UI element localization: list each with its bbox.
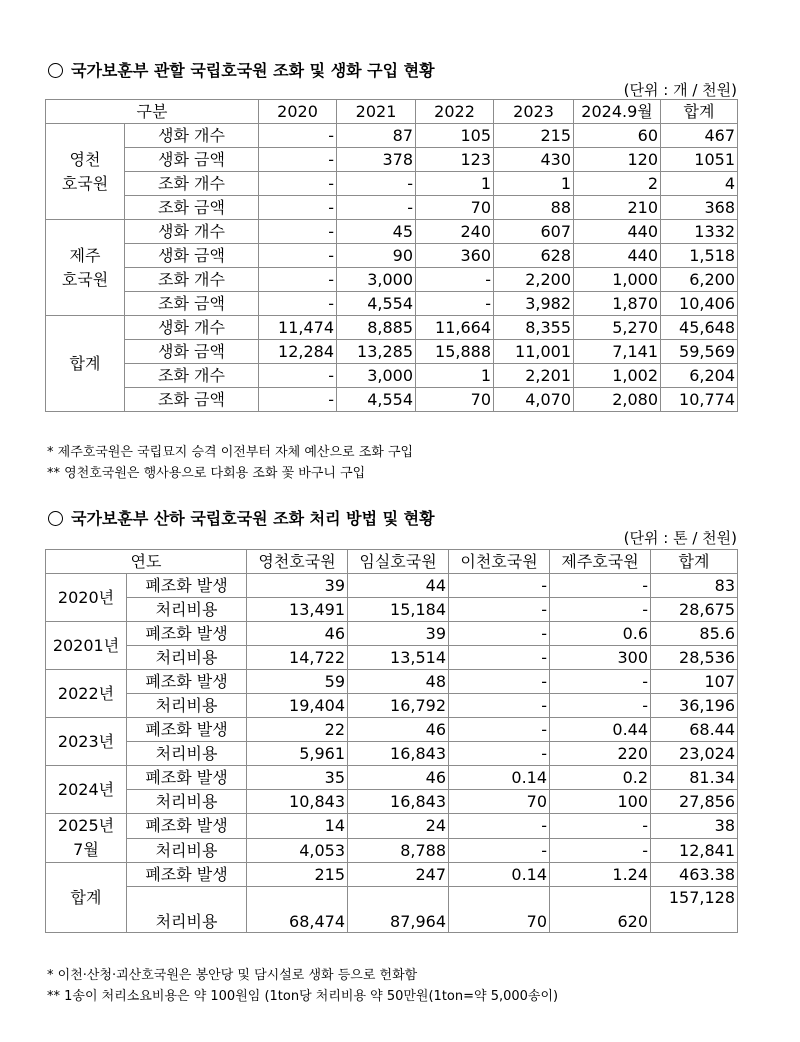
value-cell: - [449,814,550,839]
value-cell: - [550,838,651,863]
value-cell: 2 [574,172,661,196]
value-cell: 10,843 [247,790,348,814]
value-cell: 6,200 [661,268,738,292]
section1-title: 국가보훈부 관할 국립호국원 조화 및 생화 구입 현황 [48,58,435,81]
row-label: 폐조화 발생 [127,574,247,598]
value-cell: 14 [247,814,348,839]
value-cell: 300 [550,646,651,670]
value-cell: 1 [416,172,494,196]
value-cell: 14,722 [247,646,348,670]
value-cell: 1,000 [574,268,661,292]
row-label: 처리비용 [127,790,247,814]
value-cell: 215 [494,124,574,148]
value-cell: 15,888 [416,340,494,364]
value-cell: 6,204 [661,364,738,388]
row-label: 생화 금액 [125,340,259,364]
group-label [46,574,127,622]
value-cell: 430 [494,148,574,172]
value-cell: 45,648 [661,316,738,340]
row-label: 처리비용 [127,694,247,718]
value-cell: 4,053 [247,838,348,863]
header-2024-sep: 2024.9월 [574,100,661,124]
row-label: 조화 개수 [125,268,259,292]
value-cell: 120 [574,148,661,172]
header-2020: 2020 [259,100,337,124]
circle-bullet-icon [48,511,63,526]
group-label [46,863,127,933]
value-cell: 3,000 [337,364,416,388]
value-cell: 3,982 [494,292,574,316]
value-cell: 60 [574,124,661,148]
table-row [46,574,738,598]
table-row [46,863,738,887]
table-row [46,887,738,933]
value-cell: - [550,814,651,839]
table-row [46,790,738,814]
value-cell: 123 [416,148,494,172]
value-cell: 13,514 [348,646,449,670]
value-cell: 215 [247,863,348,887]
value-cell: 85.6 [651,622,738,646]
value-cell: 13,491 [247,598,348,622]
value-cell: 16,843 [348,742,449,766]
table1-note-2: ** 영천호국원은 행사용으로 다회용 조화 꽃 바구니 구입 [47,466,366,481]
value-cell: - [449,646,550,670]
table-row [46,364,738,388]
value-cell: 440 [574,244,661,268]
value-cell: 0.14 [449,863,550,887]
value-cell: 0.14 [449,766,550,790]
value-cell: - [449,742,550,766]
value-cell: 4,554 [337,388,416,412]
value-cell: - [416,292,494,316]
table-row [46,124,738,148]
table-row [46,196,738,220]
value-cell: 378 [337,148,416,172]
group-label-line: 합계 [69,353,101,373]
row-label: 처리비용 [127,838,247,863]
row-label: 생화 개수 [125,316,259,340]
table-row [46,388,738,412]
value-cell: - [449,598,550,622]
flower-disposal-table [45,549,738,933]
value-cell: 3,000 [337,268,416,292]
group-label [46,718,127,766]
row-label: 폐조화 발생 [127,670,247,694]
value-cell: - [259,292,337,316]
table-row [46,814,738,839]
value-cell: 24 [348,814,449,839]
value-cell: 10,774 [661,388,738,412]
value-cell: 5,961 [247,742,348,766]
value-cell: 8,788 [348,838,449,863]
value-cell: - [550,598,651,622]
group-label [46,316,125,412]
value-cell: 467 [661,124,738,148]
value-cell: 2,200 [494,268,574,292]
value-cell: 157,128 [651,887,738,933]
row-label: 폐조화 발생 [127,622,247,646]
value-cell: - [259,244,337,268]
value-cell: 36,196 [651,694,738,718]
value-cell: 68,474 [247,887,348,933]
value-cell: 70 [449,887,550,933]
group-label [46,220,125,316]
value-cell: 59,569 [661,340,738,364]
group-label-line: 호국원 [61,173,109,193]
value-cell: 11,664 [416,316,494,340]
value-cell: 628 [494,244,574,268]
value-cell: 368 [661,196,738,220]
value-cell: 70 [416,196,494,220]
value-cell: 4,554 [337,292,416,316]
value-cell: - [259,220,337,244]
value-cell: 70 [416,388,494,412]
value-cell: 7,141 [574,340,661,364]
value-cell: - [416,268,494,292]
value-cell: 1,002 [574,364,661,388]
value-cell: 38 [651,814,738,839]
header-imsil: 임실호국원 [348,550,449,574]
group-label-line: 2022년 [57,683,115,703]
value-cell: - [449,838,550,863]
group-label-line: 2023년 [57,731,115,751]
value-cell: 13,285 [337,340,416,364]
value-cell: 1 [416,364,494,388]
value-cell: - [449,622,550,646]
header-year: 연도 [46,550,247,574]
value-cell: 4 [661,172,738,196]
value-cell: 107 [651,670,738,694]
value-cell: 46 [348,718,449,742]
row-label: 폐조화 발생 [127,863,247,887]
value-cell: 1,870 [574,292,661,316]
value-cell: - [550,574,651,598]
group-label-line: 2024년 [57,779,115,799]
value-cell: 210 [574,196,661,220]
value-cell: 22 [247,718,348,742]
table-row [46,292,738,316]
value-cell: 11,001 [494,340,574,364]
value-cell: 105 [416,124,494,148]
group-label [46,670,127,718]
row-label: 조화 금액 [125,196,259,220]
value-cell: 8,885 [337,316,416,340]
value-cell: 39 [348,622,449,646]
value-cell: - [259,172,337,196]
value-cell: 1332 [661,220,738,244]
group-label-line: 합계 [70,887,102,907]
value-cell: 46 [348,766,449,790]
value-cell: 360 [416,244,494,268]
value-cell: 247 [348,863,449,887]
group-label [46,622,127,670]
value-cell: 607 [494,220,574,244]
value-cell: - [337,196,416,220]
value-cell: 620 [550,887,651,933]
value-cell: 2,080 [574,388,661,412]
value-cell: 59 [247,670,348,694]
value-cell: 87,964 [348,887,449,933]
value-cell: 0.6 [550,622,651,646]
row-label: 처리비용 [127,646,247,670]
header-yeongcheon: 영천호국원 [247,550,348,574]
value-cell: 1 [494,172,574,196]
value-cell: 48 [348,670,449,694]
table-row [46,670,738,694]
row-label: 생화 금액 [125,148,259,172]
value-cell: 44 [348,574,449,598]
row-label: 조화 금액 [125,388,259,412]
value-cell: 8,355 [494,316,574,340]
group-label-line: 20201년 [52,635,120,655]
row-label: 조화 개수 [125,364,259,388]
row-label: 생화 개수 [125,124,259,148]
value-cell: - [259,148,337,172]
header-icheon: 이천호국원 [449,550,550,574]
table2-note-1: * 이천·산청·괴산호국원은 봉안당 및 담시설로 생화 등으로 헌화함 [47,968,418,983]
table-row [46,646,738,670]
value-cell: 1051 [661,148,738,172]
value-cell: 2,201 [494,364,574,388]
table-row [46,244,738,268]
value-cell: - [259,268,337,292]
group-label-line: 2025년 [57,816,115,835]
value-cell: - [550,694,651,718]
group-label-line: 제주 [69,245,101,265]
value-cell: 100 [550,790,651,814]
group-label [46,766,127,814]
value-cell: 1.24 [550,863,651,887]
value-cell: 46 [247,622,348,646]
table-header-row [46,100,738,124]
header-total: 합계 [661,100,738,124]
value-cell: 15,184 [348,598,449,622]
value-cell: 10,406 [661,292,738,316]
row-label: 처리비용 [127,887,247,933]
header-total: 합계 [651,550,738,574]
table-row [46,598,738,622]
table-row [46,268,738,292]
circle-bullet-icon [48,63,63,78]
value-cell: - [259,364,337,388]
value-cell: 23,024 [651,742,738,766]
value-cell: 83 [651,574,738,598]
value-cell: 240 [416,220,494,244]
group-label-line: 영천 [69,149,101,169]
group-label-line: 2020년 [57,587,115,607]
row-label: 폐조화 발생 [127,766,247,790]
header-2022: 2022 [416,100,494,124]
table-row [46,220,738,244]
row-label: 폐조화 발생 [127,718,247,742]
value-cell: - [259,124,337,148]
table2-note-2: ** 1송이 처리소요비용은 약 100원임 (1ton당 처리비용 약 50만원(1ton=약 5,000송이) [47,989,559,1004]
value-cell: 1,518 [661,244,738,268]
group-label-line: 7월 [73,840,99,859]
value-cell: - [259,388,337,412]
value-cell: 28,536 [651,646,738,670]
value-cell: 440 [574,220,661,244]
row-label: 조화 개수 [125,172,259,196]
value-cell: 16,792 [348,694,449,718]
value-cell: 35 [247,766,348,790]
section2-title: 국가보훈부 산하 국립호국원 조화 처리 방법 및 현황 [48,506,435,529]
value-cell: 90 [337,244,416,268]
table-row [46,694,738,718]
row-label: 폐조화 발생 [127,814,247,839]
table-row [46,172,738,196]
value-cell: 0.2 [550,766,651,790]
table-row [46,148,738,172]
value-cell: 11,474 [259,316,337,340]
value-cell: 463.38 [651,863,738,887]
value-cell: 19,404 [247,694,348,718]
value-cell: 81.34 [651,766,738,790]
header-2021: 2021 [337,100,416,124]
table-row [46,838,738,863]
value-cell: - [449,694,550,718]
value-cell: - [449,670,550,694]
value-cell: 28,675 [651,598,738,622]
table-row [46,718,738,742]
value-cell: 12,841 [651,838,738,863]
table-header-row [46,550,738,574]
row-label: 생화 개수 [125,220,259,244]
row-label: 처리비용 [127,742,247,766]
table-row [46,766,738,790]
table-row [46,316,738,340]
row-label: 생화 금액 [125,244,259,268]
value-cell: 27,856 [651,790,738,814]
value-cell: 4,070 [494,388,574,412]
value-cell: - [449,574,550,598]
row-label: 조화 금액 [125,292,259,316]
header-2023: 2023 [494,100,574,124]
value-cell: 0.44 [550,718,651,742]
value-cell: - [259,196,337,220]
table1-unit: (단위 : 개 / 천원) [623,81,737,99]
table1-note-1: * 제주호국원은 국립묘지 승격 이전부터 자체 예산으로 조화 구입 [47,445,414,460]
row-label: 처리비용 [127,598,247,622]
value-cell: 220 [550,742,651,766]
flower-purchase-table [45,99,738,412]
group-label [46,814,127,863]
group-label [46,124,125,220]
value-cell: - [337,172,416,196]
value-cell: - [449,718,550,742]
value-cell: 5,270 [574,316,661,340]
value-cell: 16,843 [348,790,449,814]
header-category: 구분 [46,100,259,124]
value-cell: 70 [449,790,550,814]
value-cell: 45 [337,220,416,244]
group-label-line: 호국원 [61,269,109,289]
value-cell: 39 [247,574,348,598]
table-row [46,340,738,364]
value-cell: 87 [337,124,416,148]
table-row [46,742,738,766]
header-jeju: 제주호국원 [550,550,651,574]
table2-unit: (단위 : 톤 / 천원) [623,529,737,547]
value-cell: - [550,670,651,694]
table-row [46,622,738,646]
value-cell: 68.44 [651,718,738,742]
value-cell: 12,284 [259,340,337,364]
value-cell: 88 [494,196,574,220]
